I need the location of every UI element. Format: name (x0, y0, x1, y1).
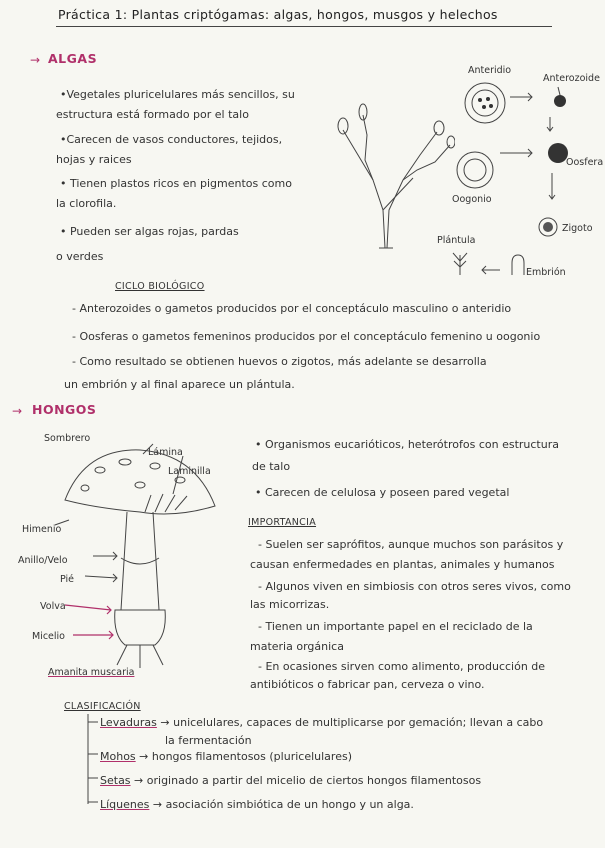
ciclo-line: un embrión y al final aparece un plántula. (64, 378, 295, 391)
hongos-line: • Organismos eucarióticos, heterótrofos con estructura (255, 438, 559, 451)
importancia-line: - Algunos viven en simbiosis con otros seres vivos, como (258, 580, 571, 593)
clasificacion-term: Mohos (100, 750, 136, 763)
label-pie: Pié (60, 574, 75, 585)
label-volva: Volva (40, 601, 66, 612)
clasificacion-continuation: la fermentación (165, 734, 252, 747)
label-oogonio: Oogonio (452, 194, 492, 205)
algas-heading: ALGAS (48, 51, 98, 66)
importancia-line: - En ocasiones sirven como alimento, producción de (258, 660, 546, 673)
clasificacion-item-liquenes (100, 798, 414, 811)
label-embrion: Embrión (526, 267, 566, 278)
algas-line: hojas y raices (56, 153, 132, 166)
label-plantula: Plántula (437, 235, 476, 246)
clasificacion-item-setas (100, 774, 481, 787)
ciclo-heading: CICLO BIOLÓGICO (115, 281, 205, 292)
species-name: Amanita muscaria (48, 667, 135, 678)
life-cycle-diagram (440, 75, 605, 285)
clasificacion-desc: → asociación simbiótica de un hongo y un alga. (152, 798, 414, 811)
clasificacion-term: Setas (100, 774, 131, 787)
ciclo-line: - Como resultado se obtienen huevos o zigotos, más adelante se desarrolla (72, 355, 487, 368)
hongos-line: de talo (252, 460, 291, 473)
clasificacion-heading: CLASIFICACIÓN (64, 701, 141, 712)
clasificacion-desc: → originado a partir del micelio de ciertos hongos filamentosos (134, 774, 482, 787)
label-himenio: Himenio (22, 524, 62, 535)
clasificacion-term: Levaduras (100, 716, 157, 729)
importancia-line: las micorrizas. (250, 598, 330, 611)
hongos-line: • Carecen de celulosa y poseen pared vegetal (255, 486, 510, 499)
algas-line: •Vegetales pluricelulares más sencillos, su (60, 88, 295, 101)
algas-arrow-icon: → (30, 53, 41, 67)
clasificacion-term: Líquenes (100, 798, 150, 811)
page-title: Práctica 1: Plantas criptógamas: algas, hongos, musgos y helechos (58, 7, 498, 22)
clasificacion-bracket (82, 712, 102, 812)
label-zigoto: Zigoto (562, 223, 593, 234)
algas-line: •Carecen de vasos conductores, tejidos, (60, 133, 283, 146)
importancia-line: materia orgánica (250, 640, 344, 653)
importancia-line: - Tienen un importante papel en el reciclado de la (258, 620, 533, 633)
clasificacion-item-mohos (100, 750, 352, 763)
algas-line: • Tienen plastos ricos en pigmentos como (60, 177, 292, 190)
clasificacion-desc: → unicelulares, capaces de multiplicarse por gemación; llevan a cabo (160, 716, 544, 729)
importancia-line: antibióticos o fabricar pan, cerveza o vino. (250, 678, 485, 691)
algas-line: o verdes (56, 250, 104, 263)
importancia-line: - Suelen ser saprófitos, aunque muchos son parásitos y (258, 538, 564, 551)
mushroom-drawing (55, 440, 250, 675)
ciclo-line: - Anterozoides o gametos producidos por el conceptáculo masculino o anteridio (72, 302, 512, 315)
label-laminilla: Laminilla (168, 466, 211, 477)
label-lamina: Lámina (148, 447, 183, 458)
label-anillo: Anillo/Velo (18, 555, 68, 566)
alga-drawing (325, 100, 455, 250)
label-micelio: Micelio (32, 631, 65, 642)
title-underline (56, 26, 552, 27)
importancia-heading: IMPORTANCIA (248, 517, 317, 528)
label-anterozoide: Anterozoide (543, 73, 600, 84)
hongos-arrow-icon: → (12, 404, 23, 418)
hongos-heading: HONGOS (32, 402, 97, 417)
ciclo-line: - Oosferas o gametos femeninos producidos por el conceptáculo femenino u oogonio (72, 330, 541, 343)
algas-line: • Pueden ser algas rojas, pardas (60, 225, 239, 238)
label-oosfera: Oosfera (566, 157, 604, 168)
algas-line: la clorofila. (56, 197, 117, 210)
clasificacion-desc: → hongos filamentosos (pluricelulares) (139, 750, 352, 763)
label-sombrero: Sombrero (44, 433, 91, 444)
clasificacion-item-levaduras (100, 716, 543, 729)
importancia-line: causan enfermedades en plantas, animales y humanos (250, 558, 555, 571)
label-anteridio: Anteridio (468, 65, 512, 76)
algas-line: estructura está formado por el talo (56, 108, 249, 121)
